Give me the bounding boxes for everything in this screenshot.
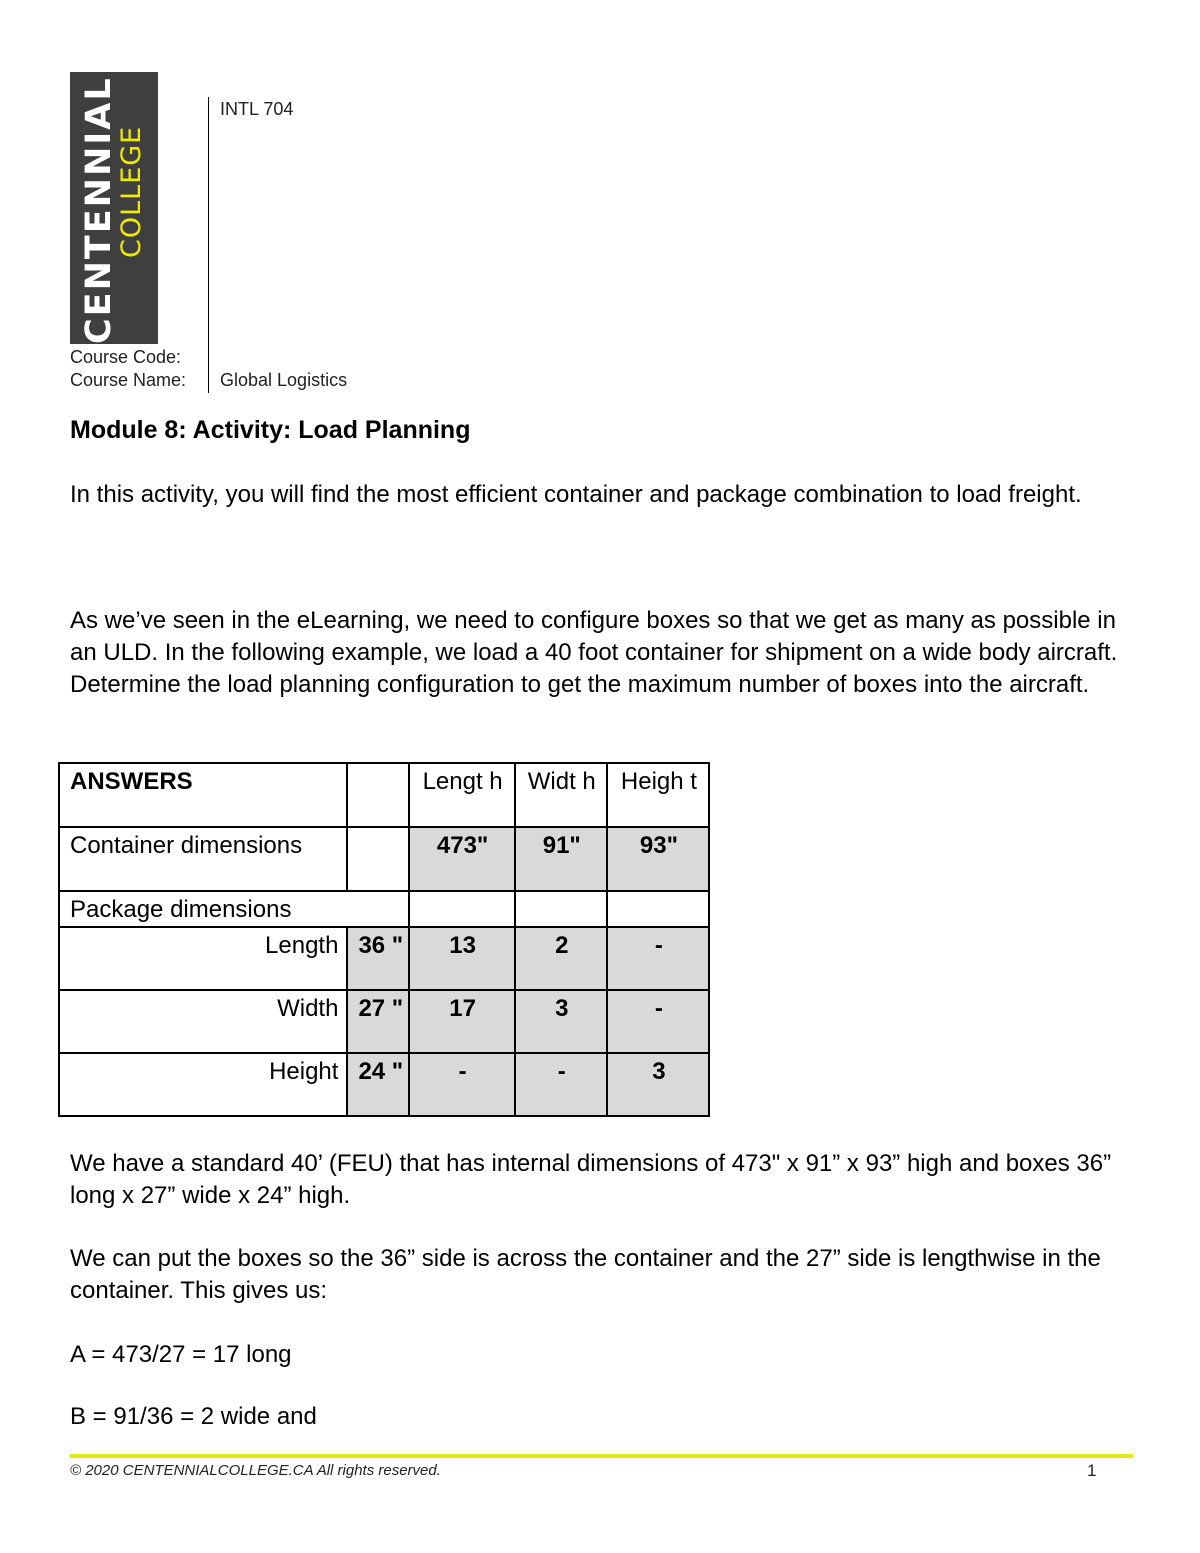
answers-table bbox=[58, 762, 710, 1117]
page-number: 1 bbox=[1087, 1461, 1097, 1480]
package-blank-c bbox=[607, 891, 709, 927]
row-label: Width bbox=[59, 990, 347, 1053]
course-code-label: Course Code: bbox=[70, 347, 182, 367]
calc-b: B = 91/36 = 2 wide and bbox=[70, 1403, 317, 1430]
footer-copyright: © 2020 CENTENNIALCOLLEGE.CA All rights reserved. bbox=[70, 1462, 441, 1479]
header-blank bbox=[347, 763, 408, 827]
table-row bbox=[59, 990, 709, 1053]
intro-paragraph: In this activity, you will find the most efficient container and package combination to load freight. bbox=[70, 481, 1082, 508]
row-value-height: - bbox=[607, 927, 709, 990]
row-value-length: - bbox=[409, 1053, 515, 1116]
row-value-width: - bbox=[515, 1053, 607, 1116]
document-title: Module 8: Activity: Load Planning bbox=[70, 416, 471, 444]
logo-line-2: COLLEGE bbox=[116, 125, 147, 258]
package-blank-a bbox=[409, 891, 515, 927]
course-code-value: INTL 704 bbox=[220, 99, 294, 119]
context-paragraph: As we’ve seen in the eLearning, we need to configure boxes so that we get as many as possible in an ULD. In the following example, we load a 40 foot container for shipment on a wide body aircraft. Determine the load planning configuration to get the maximum number of boxes into the aircraft. bbox=[70, 607, 1118, 698]
header-width: Widt h bbox=[515, 763, 607, 827]
row-size: 27 " bbox=[347, 990, 408, 1053]
college-logo bbox=[70, 72, 158, 344]
row-value-width: 3 bbox=[515, 990, 607, 1053]
row-label: Height bbox=[59, 1053, 347, 1116]
calc-a: A = 473/27 = 17 long bbox=[70, 1341, 292, 1368]
feu-paragraph: We have a standard 40’ (FEU) that has internal dimensions of 473" x 91” x 93” high and boxes 36” long x 27” wide x 24” high. bbox=[70, 1150, 1112, 1209]
row-label: Length bbox=[59, 927, 347, 990]
container-height: 93" bbox=[607, 827, 709, 891]
table-row bbox=[59, 1053, 709, 1116]
package-blank-b bbox=[515, 891, 607, 927]
row-value-length: 13 bbox=[409, 927, 515, 990]
answers-heading: ANSWERS bbox=[59, 763, 347, 827]
course-name-value: Global Logistics bbox=[220, 370, 348, 390]
container-width: 91" bbox=[515, 827, 607, 891]
logo-line-1: CENTENNIAL bbox=[79, 76, 119, 344]
container-row bbox=[59, 827, 709, 891]
orientation-paragraph: We can put the boxes so the 36” side is across the container and the 27” side is lengthwise in the container. This gives us: bbox=[70, 1245, 1101, 1304]
table-header-row bbox=[59, 763, 709, 827]
container-length: 473" bbox=[409, 827, 515, 891]
footer-rule bbox=[70, 1454, 1133, 1458]
course-name-label: Course Name: bbox=[70, 370, 187, 390]
header-divider bbox=[208, 97, 209, 393]
row-size: 36 " bbox=[347, 927, 408, 990]
package-row bbox=[59, 891, 709, 927]
container-blank bbox=[347, 827, 408, 891]
row-value-height: 3 bbox=[607, 1053, 709, 1116]
table-row bbox=[59, 927, 709, 990]
row-value-height: - bbox=[607, 990, 709, 1053]
container-label: Container dimensions bbox=[59, 827, 347, 891]
package-label: Package dimensions bbox=[59, 891, 409, 927]
header-height: Heigh t bbox=[607, 763, 709, 827]
row-size: 24 " bbox=[347, 1053, 408, 1116]
header-length: Lengt h bbox=[409, 763, 515, 827]
row-value-length: 17 bbox=[409, 990, 515, 1053]
row-value-width: 2 bbox=[515, 927, 607, 990]
